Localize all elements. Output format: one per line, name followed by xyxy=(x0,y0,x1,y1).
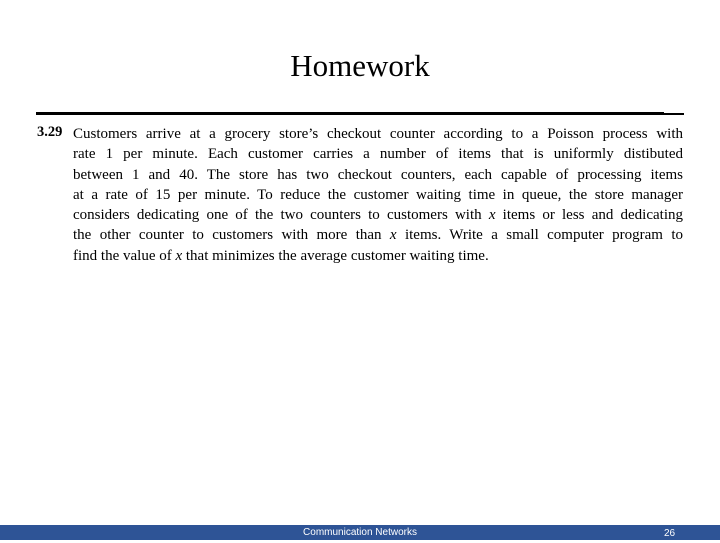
problem-line-5 xyxy=(73,205,683,225)
footer-title: Communication Networks xyxy=(303,527,417,538)
problem-line-7 xyxy=(73,246,683,266)
slide-title: Homework xyxy=(290,48,430,83)
problem-line-2: rate 1 per minute. Each customer carries a number of items that is uniformly distibuted xyxy=(73,146,683,163)
header-rule-tail xyxy=(664,113,684,115)
math-variable-x: x xyxy=(488,207,496,224)
line-7-text-after: that minimizes the average customer waiting time. xyxy=(182,247,489,264)
line-5-text-before: considers dedicating one of the two counters to customers with xyxy=(73,207,489,224)
footer-bar xyxy=(0,525,720,540)
line-7-text-before: find the value of xyxy=(73,247,176,264)
math-variable-x: x xyxy=(175,247,183,264)
header-rule xyxy=(36,112,664,115)
page-number: 26 xyxy=(664,528,676,539)
line-6-text-before: the other counter to customers with more than xyxy=(73,227,390,244)
problem-block xyxy=(36,112,684,272)
problem-text xyxy=(73,124,683,266)
problem-number: 3.29 xyxy=(37,124,63,140)
problem-line-1: Customers arrive at a grocery store’s checkout counter according to a Poisson process with xyxy=(73,126,683,142)
line-6-text-after: items. Write a small computer program to xyxy=(396,227,683,244)
problem-line-3: between 1 and 40. The store has two checkout counters, each capable of processing items xyxy=(73,166,683,183)
problem-line-4: at a rate of 15 per minute. To reduce the customer waiting time in queue, the store manager xyxy=(73,186,683,203)
problem-line-6 xyxy=(73,225,683,245)
math-variable-x: x xyxy=(389,227,397,244)
line-5-text-after: items or less and dedicating xyxy=(495,207,683,224)
